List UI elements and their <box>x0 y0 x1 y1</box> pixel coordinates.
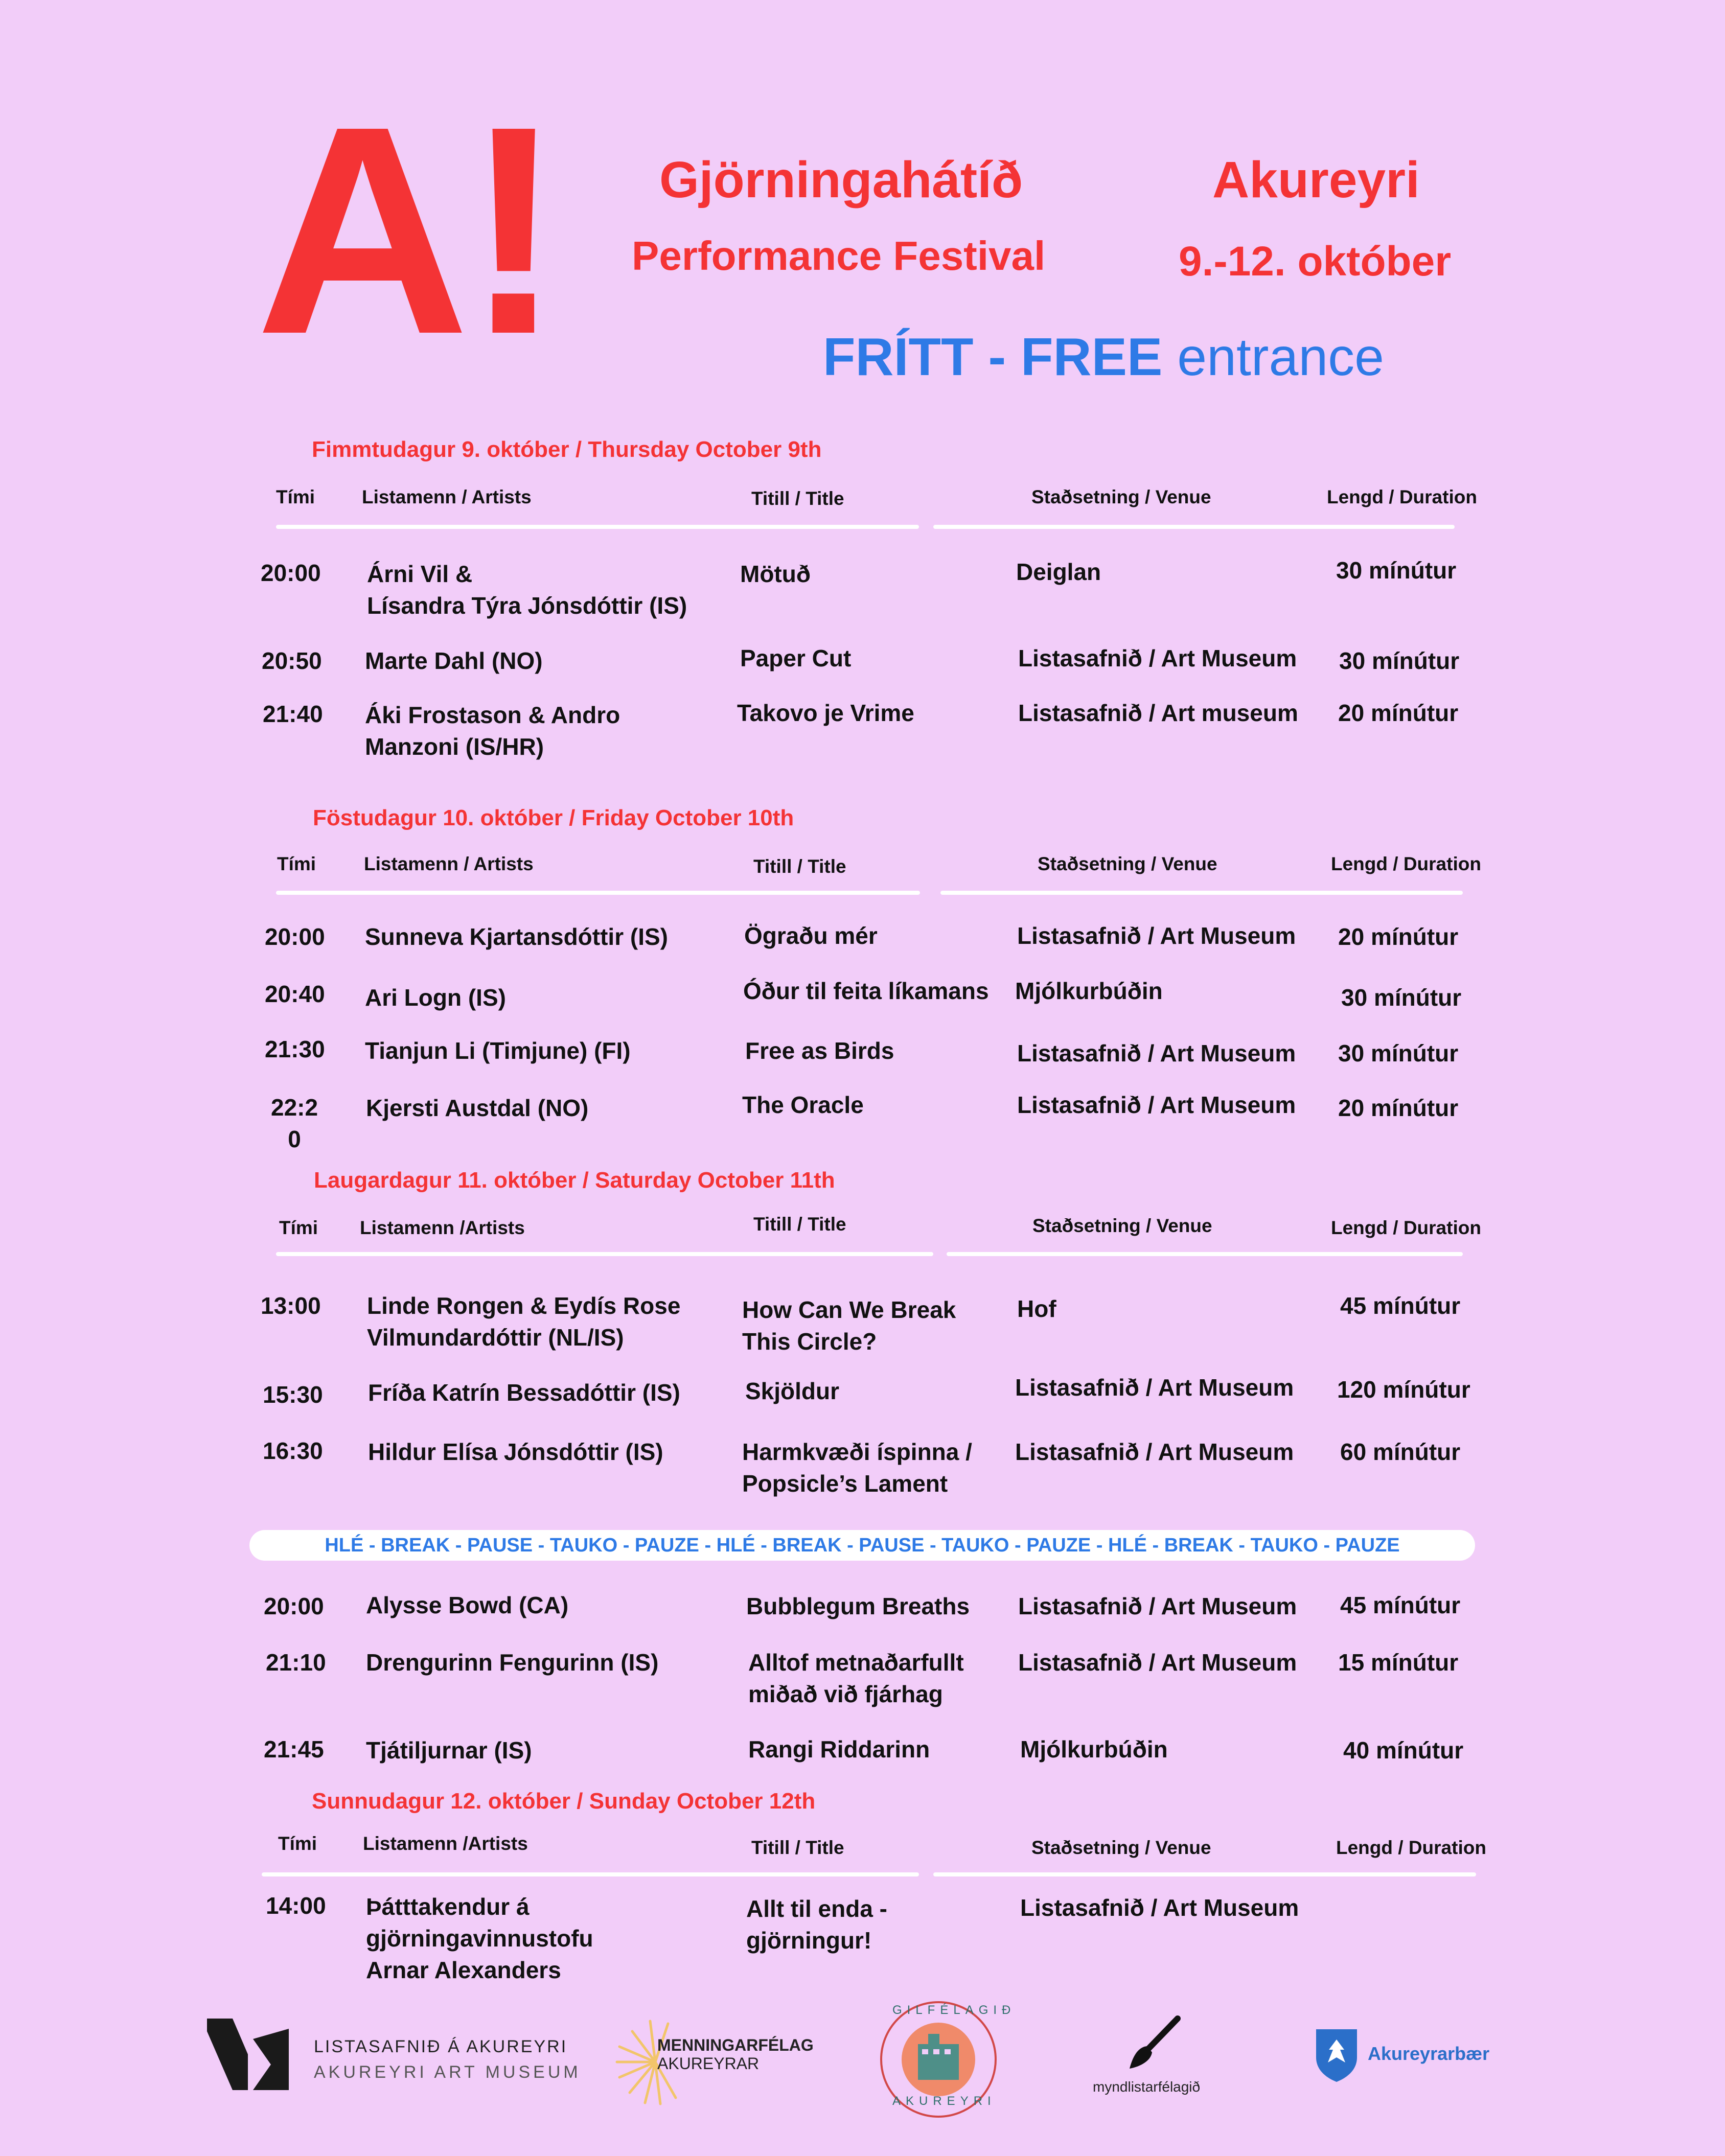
row-time: 21:45 <box>264 1736 324 1763</box>
row-title: Alltof metnaðarfullt miðað við fjárhag <box>748 1649 964 1707</box>
row-title: Ögraðu mér <box>744 922 878 949</box>
row-artist: Fríða Katrín Bessadóttir (IS) <box>368 1379 680 1406</box>
col-time: Tími <box>279 1217 318 1238</box>
row-artist: Ari Logn (IS) <box>365 984 506 1011</box>
row-artist: Hildur Elísa Jónsdóttir (IS) <box>368 1439 663 1465</box>
row-duration: 45 mínútur <box>1340 1592 1461 1618</box>
col-time: Tími <box>278 1833 317 1854</box>
art-museum-logo <box>204 2016 291 2093</box>
col-venue: Staðsetning / Venue <box>1032 1215 1212 1236</box>
col-artists: Listamenn / Artists <box>364 853 534 874</box>
row-venue: Listasafnið / Art Museum <box>1017 1040 1296 1067</box>
column-divider <box>933 1872 1476 1876</box>
row-title: Óður til feita líkamans <box>743 978 989 1004</box>
row-duration: 120 mínútur <box>1337 1376 1470 1403</box>
row-title: Allt til enda - gjörningur! <box>746 1895 887 1954</box>
column-divider <box>276 891 920 895</box>
row-venue: Hof <box>1017 1295 1056 1322</box>
row-time: 16:30 <box>263 1438 323 1464</box>
akureyrarbaer-crest <box>1314 2027 1360 2083</box>
row-venue: Listasafnið / Art Museum <box>1018 645 1297 671</box>
row-artist: Drengurinn Fengurinn (IS) <box>366 1649 659 1676</box>
row-duration: 20 mínútur <box>1338 1095 1459 1121</box>
row-duration: 15 mínútur <box>1338 1649 1459 1676</box>
row-venue: Listasafnið / Art Museum <box>1020 1894 1299 1921</box>
row-time: 21:30 <box>265 1036 325 1062</box>
myndlistarfelagid-name: myndlistarfélagið <box>1093 2079 1201 2095</box>
festival-city: Akureyri <box>1212 151 1420 208</box>
col-artists: Listamenn /Artists <box>360 1217 525 1238</box>
row-time: 15:30 <box>263 1381 323 1408</box>
column-divider <box>262 1872 919 1876</box>
day-heading-sunday: Sunnudagur 12. október / Sunday October 12th <box>312 1789 816 1814</box>
break-banner: HLÉ - BREAK - PAUSE - TAUKO - PAUZE - HLÉ - BREAK - PAUSE - TAUKO - PAUZE - HLÉ - BREAK - TAUKO - PAUZE <box>249 1530 1475 1561</box>
row-artist: Tjátiljurnar (IS) <box>366 1737 532 1764</box>
row-duration: 30 mínútur <box>1339 647 1460 674</box>
day-heading-thursday: Fimmtudagur 9. október / Thursday October 9th <box>312 437 822 462</box>
gilfelagid-city: AKUREYRI <box>892 2094 996 2108</box>
row-venue: Listasafnið / Art Museum <box>1018 1593 1297 1619</box>
col-title: Titill / Title <box>753 856 846 877</box>
col-time: Tími <box>277 853 316 874</box>
row-duration: 20 mínútur <box>1338 700 1459 726</box>
row-venue: Listasafnið / Art Museum <box>1015 1439 1294 1465</box>
col-duration: Lengd / Duration <box>1331 1217 1481 1238</box>
row-time: 20:00 <box>265 923 325 950</box>
free-entrance-rest: entrance <box>1177 328 1385 387</box>
row-artist: Þátttakendur á gjörningavinnustofu Arnar Alexanders <box>366 1893 593 1983</box>
col-venue: Staðsetning / Venue <box>1031 1837 1211 1858</box>
menningarfelag-name: MENNINGARFÉLAG <box>657 2036 814 2054</box>
row-time: 21:10 <box>266 1649 326 1676</box>
row-time: 21:40 <box>263 701 323 727</box>
akureyrarbaer-name: Akureyrarbær <box>1368 2043 1490 2064</box>
col-title: Titill / Title <box>751 488 844 509</box>
row-duration: 30 mínútur <box>1336 557 1457 584</box>
column-divider <box>947 1252 1463 1256</box>
row-title: Paper Cut <box>740 645 852 671</box>
row-title: Bubblegum Breaths <box>746 1593 970 1619</box>
art-museum-name-en: AKUREYRI ART MUSEUM <box>314 2062 581 2082</box>
col-venue: Staðsetning / Venue <box>1038 853 1217 874</box>
festival-title-is: Gjörningahátíð <box>659 151 1023 208</box>
col-duration: Lengd / Duration <box>1327 486 1477 507</box>
col-duration: Lengd / Duration <box>1331 853 1481 874</box>
row-artist: Sunneva Kjartansdóttir (IS) <box>365 923 668 950</box>
row-time: 14:00 <box>266 1892 326 1919</box>
menningarfelag-city: AKUREYRAR <box>657 2054 760 2073</box>
row-venue: Mjólkurbúðin <box>1015 978 1163 1004</box>
row-title: Skjöldur <box>745 1378 840 1404</box>
paintbrush-icon <box>1122 2013 1184 2075</box>
row-duration: 40 mínútur <box>1343 1737 1464 1764</box>
row-artist: Tianjun Li (Timjune) (FI) <box>365 1037 631 1064</box>
free-entrance <box>823 327 1384 388</box>
column-divider <box>940 891 1463 895</box>
col-venue: Staðsetning / Venue <box>1031 486 1211 507</box>
row-artist: Áki Frostason & Andro Manzoni (IS/HR) <box>365 702 620 760</box>
col-title: Titill / Title <box>751 1837 844 1858</box>
art-museum-logo-mark <box>204 2016 291 2093</box>
festival-logo: A! <box>256 64 559 396</box>
row-title: Harmkvæði íspinna / Popsicle’s Lament <box>742 1439 972 1497</box>
row-venue: Mjólkurbúðin <box>1020 1736 1168 1763</box>
column-divider <box>276 525 919 529</box>
row-duration: 20 mínútur <box>1338 923 1459 950</box>
gilfelagid-name: GILFÉLAGIÐ <box>892 2003 1016 2017</box>
row-time: 20:50 <box>262 647 322 674</box>
row-artist: Linde Rongen & Eydís Rose Vilmundardóttir (NL/IS) <box>367 1292 681 1351</box>
col-artists: Listamenn /Artists <box>363 1833 528 1854</box>
row-venue: Listasafnið / Art Museum <box>1017 922 1296 949</box>
row-artist: Árni Vil & Lísandra Týra Jónsdóttir (IS) <box>367 561 687 619</box>
row-title: Free as Birds <box>745 1037 894 1064</box>
row-time: 20:40 <box>265 981 325 1007</box>
row-venue: Deiglan <box>1016 559 1101 585</box>
row-title: Rangi Riddarinn <box>748 1736 930 1763</box>
row-title: The Oracle <box>742 1092 864 1118</box>
row-duration: 45 mínútur <box>1340 1292 1461 1319</box>
row-artist: Marte Dahl (NO) <box>365 647 543 674</box>
row-venue: Listasafnið / Art museum <box>1018 700 1298 726</box>
free-entrance-strong: FRÍTT - FREE <box>823 328 1163 387</box>
col-artists: Listamenn / Artists <box>362 486 532 507</box>
row-venue: Listasafnið / Art Museum <box>1015 1374 1294 1401</box>
row-duration: 30 mínútur <box>1341 984 1462 1011</box>
row-duration: 60 mínútur <box>1340 1439 1461 1465</box>
art-museum-name: LISTASAFNIÐ Á AKUREYRI <box>314 2037 568 2056</box>
column-divider <box>933 525 1455 529</box>
row-venue: Listasafnið / Art Museum <box>1018 1649 1297 1676</box>
crest-icon <box>1314 2027 1360 2083</box>
row-title: How Can We Break This Circle? <box>742 1296 956 1355</box>
row-duration: 30 mínútur <box>1338 1040 1459 1067</box>
col-time: Tími <box>276 486 315 507</box>
festival-dates: 9.-12. október <box>1179 238 1452 285</box>
day-heading-saturday: Laugardagur 11. október / Saturday October 11th <box>314 1168 835 1193</box>
row-artist: Alysse Bowd (CA) <box>366 1592 569 1618</box>
brush-icon <box>1122 2013 1184 2075</box>
row-title: Takovo je Vrime <box>737 700 914 726</box>
col-duration: Lengd / Duration <box>1336 1837 1486 1858</box>
row-title: Mötuð <box>740 561 811 587</box>
festival-title-en: Performance Festival <box>632 233 1046 279</box>
row-time: 22:2 0 <box>271 1094 318 1152</box>
row-time: 20:00 <box>264 1593 324 1619</box>
row-time: 13:00 <box>261 1292 321 1319</box>
day-heading-friday: Föstudagur 10. október / Friday October 10th <box>313 805 794 830</box>
col-title: Titill / Title <box>753 1214 846 1235</box>
column-divider <box>276 1252 933 1256</box>
row-artist: Kjersti Austdal (NO) <box>366 1095 589 1121</box>
row-time: 20:00 <box>261 560 321 586</box>
row-venue: Listasafnið / Art Museum <box>1017 1092 1296 1118</box>
